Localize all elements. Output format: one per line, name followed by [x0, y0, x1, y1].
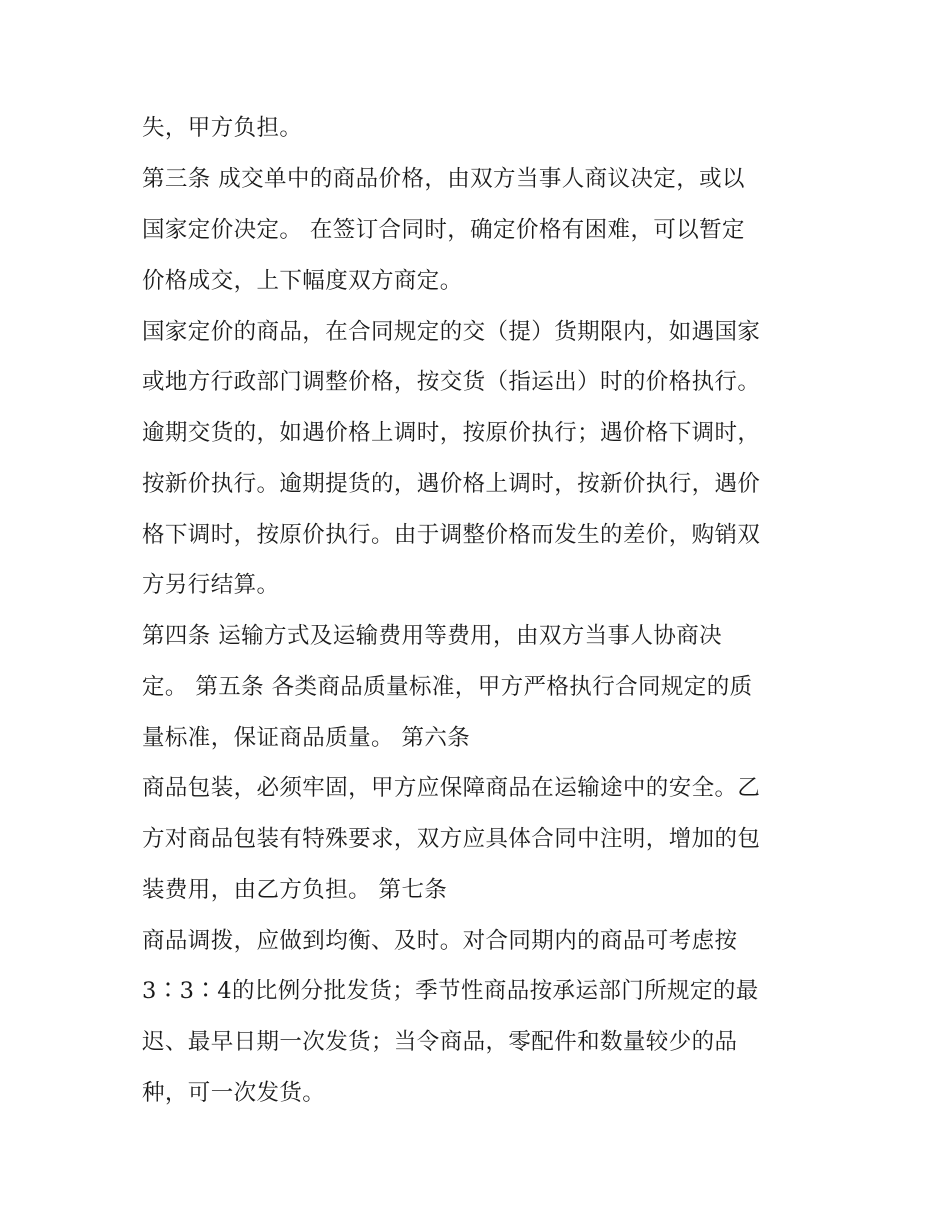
- text-line: 商品调拨，应做到均衡、及时。对合同期内的商品可考虑按: [142, 928, 738, 954]
- text-line: 价格成交，上下幅度双方商定。: [142, 268, 463, 294]
- text-line: 装费用，由乙方负担。 第七条: [142, 877, 448, 903]
- text-line: 国家定价的商品，在合同规定的交（提）货期限内，如遇国家: [142, 319, 761, 345]
- text-line: 量标准，保证商品质量。 第六条: [142, 725, 471, 751]
- text-line: 或地方行政部门调整价格，按交货（指运出）时的价格执行。: [142, 369, 761, 395]
- text-line: 方对商品包装有特殊要求，双方应具体合同中注明，增加的包: [142, 826, 761, 852]
- text-line: 按新价执行。逾期提货的，遇价格上调时，按新价执行，遇价: [142, 471, 761, 497]
- text-line: 国家定价决定。 在签订合同时，确定价格有困难，可以暂定: [142, 217, 745, 243]
- text-line: 第三条 成交单中的商品价格，由双方当事人商议决定，或以: [142, 166, 745, 192]
- text-line: 第四条 运输方式及运输费用等费用，由双方当事人协商决: [142, 623, 723, 649]
- text-line: 方另行结算。: [142, 572, 280, 598]
- text-line: 商品包装，必须牢固，甲方应保障商品在运输途中的安全。乙: [142, 775, 761, 801]
- text-line: 迟、最早日期一次发货；当令商品，零配件和数量较少的品: [142, 1029, 738, 1055]
- text-line: 3∶3∶4的比例分批发货；季节性商品按承运部门所规定的最: [142, 978, 759, 1004]
- text-line: 失，甲方负担。: [142, 115, 303, 141]
- text-line: 定。 第五条 各类商品质量标准，甲方严格执行合同规定的质: [142, 674, 753, 700]
- text-line: 逾期交货的，如遇价格上调时，按原价执行；遇价格下调时，: [142, 420, 761, 446]
- text-line: 格下调时，按原价执行。由于调整价格而发生的差价，购销双: [142, 522, 761, 548]
- text-line: 种，可一次发货。: [142, 1080, 326, 1106]
